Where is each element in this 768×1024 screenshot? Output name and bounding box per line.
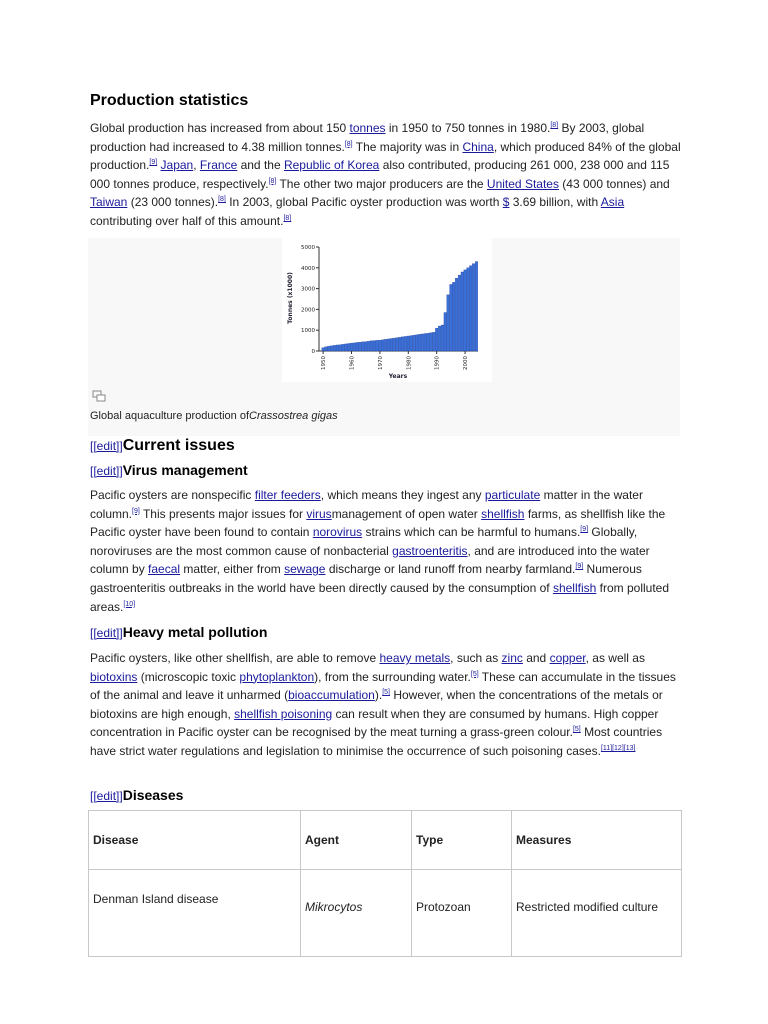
edit-link[interactable]: [edit]	[93, 789, 120, 803]
link-phytoplankton[interactable]: phytoplankton	[239, 669, 315, 684]
x-tick-label: 1990	[434, 356, 441, 370]
ref-8[interactable]: [8]	[550, 122, 559, 129]
link-china[interactable]: China	[462, 139, 494, 154]
ref-9[interactable]: [9]	[575, 563, 584, 571]
bar	[376, 340, 379, 351]
bar	[336, 345, 339, 351]
y-tick-label: 1000	[301, 328, 315, 335]
bar	[472, 264, 475, 351]
bar	[452, 282, 455, 351]
link-tonnes[interactable]: tonnes	[349, 121, 386, 135]
table-cell: Denman Island disease	[89, 870, 301, 957]
bar	[404, 336, 407, 351]
ref-8[interactable]: [8]	[283, 214, 292, 222]
table-row	[89, 870, 682, 957]
bar	[413, 335, 416, 351]
bar	[379, 340, 382, 351]
bar	[421, 334, 424, 351]
link-copper[interactable]: copper	[549, 651, 586, 665]
bar	[359, 342, 362, 351]
bar	[410, 336, 413, 351]
bar	[424, 334, 427, 351]
bar	[444, 313, 447, 351]
link-virus[interactable]: virus	[306, 506, 332, 521]
bar	[353, 343, 356, 351]
link-shellfish[interactable]: shellfish	[481, 506, 525, 521]
link-france[interactable]: France	[199, 158, 238, 173]
metal-paragraph: Pacific oysters, like other shellfish, are able to remove heavy metals, such as zinc and copper, as well as biotoxins (microscopic toxic phytoplankton), from the surrounding water.[5] These can accumulate in the tissues of the animal and leave it unharmed (bioaccumulation).[5] However, when the concentrations of the metals or biotoxins are high enough, shellfish poisoning can result when they are consumed by humans. High copper concentration in Pacific oyster can be recognised by the meat turning a grass-green colour.[5] Most countries have strict water regulations and legislation to minimise the occurrence of such poisoning cases.[11][12][13]	[90, 651, 676, 758]
production-paragraph: Global production has increased from about 150 tonnes in 1950 to 750 tonnes in 1980.[8] By 2003, global production had increased to 4.38 million tonnes.[8] The majority was in China, which produced 84% of the global production.[9] Japan, France and the Republic of Korea also contributed, producing 261 000, 238 000 and 115 000 tonnes produce, respectively.[8] The other two major producers are the United States (43 000 tonnes) and Taiwan (23 000 tonnes).[8] In 2003, global Pacific oyster production was worth $ 3.69 billion, with Asia contributing over half of this amount.[8]	[90, 121, 681, 228]
link-filter-feeders[interactable]: filter feeders	[254, 488, 321, 502]
x-tick-label: 1970	[377, 356, 384, 370]
bar	[384, 339, 387, 351]
ref-8[interactable]: [8]	[344, 140, 353, 148]
bar	[469, 266, 472, 351]
link-shellfish-poisoning[interactable]: shellfish poisoning	[234, 706, 333, 721]
link-asia[interactable]: Asia	[600, 195, 625, 210]
edit-link[interactable]: [edit]	[93, 626, 120, 640]
ref-11-12-13[interactable]: [11][12][13]	[600, 744, 636, 752]
y-tick-label: 5000	[301, 245, 315, 251]
link-sewage[interactable]: sewage	[284, 562, 326, 577]
bar	[347, 344, 350, 351]
link-republic-of-korea[interactable]: Republic of Korea	[283, 158, 380, 173]
bar	[438, 326, 441, 351]
link-norovirus[interactable]: norovirus	[312, 525, 363, 540]
bar	[390, 339, 393, 351]
bar	[416, 335, 419, 351]
bar	[333, 345, 336, 351]
section-heading-heavy-metal: [[edit]]Heavy metal pollution	[90, 624, 268, 640]
bar	[322, 348, 325, 351]
bar	[461, 272, 464, 351]
bar	[373, 341, 376, 351]
bar	[364, 342, 367, 351]
y-tick-label: 4000	[301, 265, 315, 272]
table-cell: Protozoan	[412, 870, 512, 957]
ref-5[interactable]: [5]	[382, 689, 390, 697]
edit-link[interactable]: [edit]	[93, 464, 120, 478]
ref-10[interactable]: [10]	[123, 600, 136, 608]
bar	[407, 336, 410, 351]
section-heading-diseases: [[edit]]Diseases	[90, 787, 184, 803]
section-heading-production: Production statistics	[90, 92, 249, 109]
ref-8[interactable]: [8]	[268, 177, 277, 185]
ref-9[interactable]: [9]	[132, 507, 140, 515]
link-particulate[interactable]: particulate	[484, 488, 541, 502]
column-header: Measures	[512, 811, 682, 870]
bar	[328, 346, 331, 351]
bar	[475, 262, 478, 351]
x-axis-label: Years	[388, 373, 408, 380]
table-header-row	[89, 811, 682, 870]
bar	[345, 344, 348, 351]
link-united-states[interactable]: United States	[486, 176, 559, 191]
link-zinc[interactable]: zinc	[501, 651, 523, 665]
bar	[458, 275, 461, 351]
link-gastroenteritis[interactable]: gastroenteritis	[392, 543, 468, 558]
bar	[350, 343, 353, 351]
bar	[430, 333, 433, 351]
figure-caption: Global aquaculture production ofCrassostrea gigas	[90, 410, 338, 422]
bar	[362, 342, 365, 351]
link-faecal[interactable]: faecal	[148, 562, 181, 577]
bar	[467, 268, 470, 351]
bar	[418, 334, 421, 351]
bar	[381, 340, 384, 351]
edit-link[interactable]: [edit]	[93, 439, 120, 453]
link-biotoxins[interactable]: biotoxins	[90, 669, 138, 684]
link-bioaccumulation[interactable]: bioaccumulation	[288, 688, 375, 703]
bar	[455, 278, 458, 351]
diseases-table	[88, 810, 682, 957]
bar	[401, 337, 404, 351]
bar	[396, 338, 399, 351]
bar	[441, 325, 444, 351]
y-tick-label: 0	[311, 349, 315, 355]
bar	[339, 345, 342, 351]
column-header: Disease	[89, 811, 301, 870]
ref-5[interactable]: [5]	[572, 726, 581, 734]
x-tick-label: 2000	[463, 356, 470, 370]
table-cell: Mikrocytos	[301, 870, 412, 957]
bar	[450, 284, 453, 351]
bar	[367, 341, 370, 351]
link-heavy-metals[interactable]: heavy metals	[379, 651, 451, 665]
figure-thumbnail	[88, 238, 680, 436]
column-header: Type	[412, 811, 512, 870]
bar	[393, 338, 396, 351]
bar	[342, 344, 345, 351]
bar	[399, 337, 402, 351]
bar	[427, 333, 430, 351]
y-tick-label: 3000	[301, 286, 315, 293]
ref-8[interactable]: [8]	[218, 196, 226, 204]
virus-paragraph: Pacific oysters are nonspecific filter feeders, which means they ingest any particulate matter in the water column.[9] This presents major issues for virusmanagement of open water shellfish farms, as shellfish like the Pacific oyster have been found to contain norovirus strains which can be harmful to humans.[9] Globally, noroviruses are the most common cause of nonbacterial gastroenteritis, and are introduced into the water column by faecal matter, either from sewage discharge or land runoff from nearby farmland.[9] Numerous gastroenteritis outbreaks in the world have been directly caused by the consumption of shellfish from polluted areas.[10]	[90, 488, 669, 614]
x-tick-label: 1960	[349, 356, 356, 370]
bar	[387, 339, 390, 351]
link-taiwan[interactable]: Taiwan	[90, 195, 128, 210]
bar	[435, 328, 438, 351]
table-cell: Restricted modified culture	[512, 870, 682, 957]
link-japan[interactable]: Japan	[160, 158, 194, 173]
bar	[433, 332, 436, 351]
bar	[447, 295, 450, 351]
ref-9[interactable]: [9]	[580, 526, 589, 534]
bar	[330, 346, 333, 351]
link-dollar[interactable]: $	[502, 195, 510, 210]
bar	[370, 341, 373, 351]
y-tick-label: 2000	[301, 307, 315, 314]
bar	[356, 342, 359, 351]
column-header: Agent	[301, 811, 412, 870]
ref-5[interactable]: [5]	[470, 670, 479, 678]
production-chart[interactable]	[282, 238, 492, 382]
link-shellfish[interactable]: shellfish	[552, 580, 597, 595]
enlarge-icon[interactable]	[92, 390, 106, 402]
bar	[464, 270, 467, 351]
x-tick-label: 1980	[406, 356, 413, 370]
section-heading-current-issues: [[edit]]Current issues	[90, 437, 235, 454]
x-tick-label: 1950	[321, 356, 328, 370]
section-heading-virus-management: [[edit]]Virus management	[90, 462, 248, 478]
ref-9[interactable]: [9]	[149, 159, 158, 167]
y-axis-label: Tonnes (x1000)	[287, 272, 294, 324]
bar	[325, 347, 328, 351]
